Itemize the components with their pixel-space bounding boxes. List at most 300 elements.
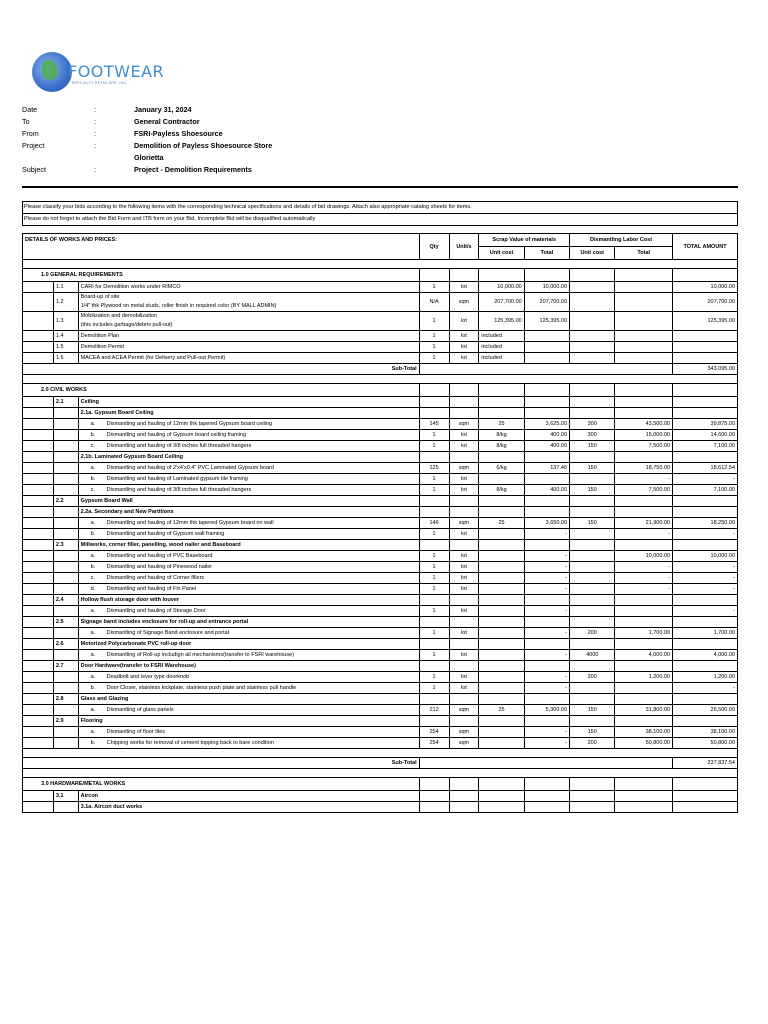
total-amount-cell: -: [673, 584, 738, 595]
table-row: [23, 595, 738, 606]
table-row: [23, 384, 738, 397]
item-number: 1.5: [53, 342, 78, 353]
table-cell: [479, 778, 524, 791]
table-row: [23, 463, 738, 474]
memo-header-row: [22, 152, 272, 164]
group-heading: Signage band includes enclosure for roll-up and entrance portal: [78, 617, 419, 628]
table-cell: [23, 683, 54, 694]
table-cell: [673, 694, 738, 705]
qty-cell: 146: [419, 518, 449, 529]
unit-cell: lot: [449, 485, 479, 496]
table-row: [23, 507, 738, 518]
unit-cell: sqm: [449, 705, 479, 716]
qty-cell: 1: [419, 650, 449, 661]
total-amount-cell: 50,800.00: [673, 738, 738, 749]
table-cell: [23, 694, 54, 705]
table-cell: [479, 802, 524, 813]
item-description: [78, 485, 419, 496]
table-cell: [479, 661, 524, 672]
table-cell: [23, 485, 54, 496]
table-cell: [570, 791, 615, 802]
item-number: 3.1: [53, 791, 78, 802]
table-row: [23, 293, 738, 312]
item-number: 2.4: [53, 595, 78, 606]
table-cell: [53, 573, 78, 584]
table-row: [23, 540, 738, 551]
table-cell: [570, 397, 615, 408]
table-cell: [23, 551, 54, 562]
labor-total-cell: -: [615, 573, 673, 584]
qty-cell: 1: [419, 331, 449, 342]
item-description-text: Dismantling and hauling of 2'x4'x0.4" PVC Laminated Gypsum board: [106, 465, 274, 471]
unit-cell: lot: [449, 551, 479, 562]
memo-field-value: Project - Demolition Requirements: [134, 165, 252, 174]
table-cell: [23, 584, 54, 595]
table-cell: [23, 749, 738, 758]
table-cell: [419, 758, 672, 769]
item-description: [78, 628, 419, 639]
memo-field-value: Demolition of Payless Shoesource Store: [134, 141, 273, 150]
item-description-text: Dismantling and hauling of 12mm thk tapered Gypsum board on wall: [106, 520, 274, 526]
table-cell: [570, 802, 615, 813]
item-number: 2.6: [53, 639, 78, 650]
table-cell: [53, 705, 78, 716]
item-description: [78, 584, 419, 595]
qty-cell: 1: [419, 551, 449, 562]
subtotal-label: Sub-Total: [23, 758, 420, 769]
labor-unit-cost-cell: 150: [570, 705, 615, 716]
item-description: [78, 441, 419, 452]
item-description: [78, 727, 419, 738]
table-cell: [524, 507, 569, 518]
qty-cell: N/A: [419, 293, 449, 312]
table-cell: [419, 661, 449, 672]
scrap-unit-cost-cell: [479, 672, 524, 683]
subgroup-heading: 2.1b. Laminated Gypsum Board Ceiling: [78, 452, 419, 463]
table-cell: [53, 802, 78, 813]
table-cell: [53, 584, 78, 595]
labor-unit-cost-cell: [570, 606, 615, 617]
table-cell: [449, 408, 479, 419]
item-letter: c.: [90, 575, 95, 581]
table-cell: [479, 452, 524, 463]
total-amount-cell: [673, 342, 738, 353]
table-cell: [449, 496, 479, 507]
unit-cell: sqm: [449, 419, 479, 430]
table-row: [23, 661, 738, 672]
labor-unit-cost-cell: 150: [570, 727, 615, 738]
item-number: 2.9: [53, 716, 78, 727]
table-row: [23, 758, 738, 769]
table-row: [23, 650, 738, 661]
table-cell: [419, 778, 449, 791]
table-cell: [615, 802, 673, 813]
labor-unit-cost-cell: [570, 683, 615, 694]
table-cell: [479, 496, 524, 507]
table-cell: [615, 639, 673, 650]
table-row: [23, 260, 738, 269]
memo-colon: :: [94, 165, 96, 174]
table-cell: [53, 518, 78, 529]
table-cell: [53, 529, 78, 540]
table-cell: [449, 452, 479, 463]
total-amount-cell: -: [673, 529, 738, 540]
labor-total-cell: [615, 342, 673, 353]
table-row: [23, 485, 738, 496]
item-number: 2.5: [53, 617, 78, 628]
labor-total-cell: [615, 683, 673, 694]
labor-unit-cost-cell: [570, 331, 615, 342]
table-row: [23, 672, 738, 683]
memo-field-label: Subject: [22, 165, 46, 174]
table-row: [23, 441, 738, 452]
header-units: Unit/s: [449, 234, 479, 260]
table-cell: [419, 397, 449, 408]
qty-cell: 1: [419, 485, 449, 496]
table-cell: [23, 282, 54, 293]
table-cell: [615, 595, 673, 606]
labor-total-cell: 4,000.00: [615, 650, 673, 661]
table-cell: [419, 617, 449, 628]
item-description-line: CARI for Demolition works under RIMCO: [80, 283, 181, 290]
table-cell: [524, 397, 569, 408]
labor-total-cell: 18,750.00: [615, 463, 673, 474]
table-cell: [23, 562, 54, 573]
table-cell: [570, 716, 615, 727]
table-cell: [449, 397, 479, 408]
qty-cell: 1: [419, 342, 449, 353]
bid-note: Please do not forget to attach the Bid Form and ITB form on your Bid. Incomplete Bid will be disqualified automatically: [23, 213, 737, 225]
labor-total-cell: 1,200.00: [615, 672, 673, 683]
table-cell: [673, 617, 738, 628]
group-heading: Millworks, corner filler, panelling, wood nailer and Baseboard: [78, 540, 419, 551]
labor-total-cell: 7,500.00: [615, 441, 673, 452]
header-qty: Qty: [419, 234, 449, 260]
table-cell: [479, 639, 524, 650]
labor-total-cell: 7,500.00: [615, 485, 673, 496]
table-row: [23, 694, 738, 705]
table-cell: [53, 441, 78, 452]
table-row: [23, 705, 738, 716]
labor-unit-cost-cell: 200: [570, 672, 615, 683]
labor-total-cell: 21,900.00: [615, 518, 673, 529]
unit-cell: lot: [449, 606, 479, 617]
bid-notes: [22, 201, 738, 226]
scrap-total-cell: [524, 474, 569, 485]
table-cell: [673, 452, 738, 463]
table-cell: [449, 716, 479, 727]
table-cell: [524, 791, 569, 802]
table-row: [23, 769, 738, 778]
table-cell: [570, 496, 615, 507]
unit-cell: lot: [449, 430, 479, 441]
table-row: [23, 738, 738, 749]
table-cell: [23, 353, 54, 364]
qty-cell: 212: [419, 705, 449, 716]
table-row: [23, 584, 738, 595]
table-cell: [570, 384, 615, 397]
item-description: [78, 705, 419, 716]
group-heading: Aircon: [78, 791, 419, 802]
table-cell: [479, 408, 524, 419]
labor-total-cell: [615, 293, 673, 312]
labor-unit-cost-cell: [570, 584, 615, 595]
table-row: [23, 791, 738, 802]
table-cell: [53, 551, 78, 562]
item-description: [78, 353, 419, 364]
labor-total-cell: 10,000.00: [615, 551, 673, 562]
table-row: [23, 408, 738, 419]
total-amount-cell: 10,000.00: [673, 282, 738, 293]
table-cell: [524, 661, 569, 672]
table-cell: [449, 507, 479, 518]
table-row: [23, 269, 738, 282]
table-cell: [673, 496, 738, 507]
table-cell: [53, 606, 78, 617]
scrap-total-cell: -: [524, 562, 569, 573]
labor-unit-cost-cell: [570, 353, 615, 364]
labor-unit-cost-cell: 150: [570, 441, 615, 452]
table-cell: [23, 397, 54, 408]
table-cell: [23, 441, 54, 452]
scrap-unit-cost-cell: included: [479, 353, 524, 364]
table-cell: [53, 650, 78, 661]
table-cell: [524, 778, 569, 791]
item-description: [78, 282, 419, 293]
unit-cell: lot: [449, 441, 479, 452]
table-cell: [53, 507, 78, 518]
table-cell: [524, 269, 569, 282]
table-row: [23, 282, 738, 293]
table-cell: [23, 312, 54, 331]
table-cell: [570, 639, 615, 650]
table-cell: [615, 507, 673, 518]
labor-unit-cost-cell: [570, 573, 615, 584]
item-description: [78, 650, 419, 661]
labor-total-cell: 43,500.00: [615, 419, 673, 430]
memo-colon: :: [94, 129, 96, 138]
table-cell: [615, 694, 673, 705]
table-cell: [615, 540, 673, 551]
table-cell: [419, 507, 449, 518]
logo-tagline: SPECIALTY RETAILERS, INC.: [72, 81, 128, 85]
table-cell: [419, 269, 449, 282]
total-amount-cell: 7,100.00: [673, 485, 738, 496]
table-row: [23, 518, 738, 529]
table-cell: [479, 791, 524, 802]
qty-cell: 1: [419, 628, 449, 639]
table-row: [23, 496, 738, 507]
item-description-text: Dismantling of floor tiles: [106, 729, 166, 735]
memo-field-label: Project: [22, 141, 45, 150]
table-cell: [449, 694, 479, 705]
table-cell: [449, 540, 479, 551]
item-description-line: Board-up of site: [80, 294, 120, 300]
scrap-unit-cost-cell: included: [479, 342, 524, 353]
scrap-unit-cost-cell: 25: [479, 705, 524, 716]
table-cell: [23, 507, 54, 518]
unit-cell: lot: [449, 573, 479, 584]
item-letter: c.: [90, 443, 95, 449]
section-heading: 2.0 CIVIL WORKS: [23, 384, 420, 397]
table-cell: [53, 485, 78, 496]
labor-total-cell: [615, 282, 673, 293]
table-cell: [673, 778, 738, 791]
unit-cell: lot: [449, 672, 479, 683]
table-row: [23, 342, 738, 353]
item-description-line: Demolition Permit: [80, 343, 125, 350]
table-cell: [524, 802, 569, 813]
table-cell: [615, 269, 673, 282]
labor-unit-cost-cell: [570, 312, 615, 331]
item-description-text: Dismantling and hauling of Gypsum board ceiling framing: [106, 432, 247, 438]
table-cell: [23, 573, 54, 584]
item-description-text: Dismantling and hauling of 3/8 inches full threaded hangers: [106, 443, 252, 449]
table-row: [23, 573, 738, 584]
total-amount-cell: 26,500.00: [673, 705, 738, 716]
table-cell: [524, 496, 569, 507]
table-cell: [449, 778, 479, 791]
table-cell: [419, 364, 672, 375]
table-cell: [479, 716, 524, 727]
unit-cell: lot: [449, 282, 479, 293]
labor-total-cell: 1,700.00: [615, 628, 673, 639]
table-cell: [23, 518, 54, 529]
table-cell: [23, 260, 738, 269]
table-cell: [673, 507, 738, 518]
section-heading: 1.0 GENERAL REQUIREMENTS: [23, 269, 420, 282]
qty-cell: 1: [419, 282, 449, 293]
scrap-total-cell: 125,395.00: [524, 312, 569, 331]
item-letter: a.: [90, 608, 96, 614]
scrap-total-cell: -: [524, 738, 569, 749]
total-amount-cell: 7,100.00: [673, 441, 738, 452]
qty-cell: 1: [419, 529, 449, 540]
item-number: 2.7: [53, 661, 78, 672]
scrap-total-cell: 400.00: [524, 485, 569, 496]
table-cell: [23, 617, 54, 628]
memo-field-label: Date: [22, 105, 38, 114]
table-cell: [23, 529, 54, 540]
memo-field-label: From: [22, 129, 39, 138]
memo-field-label: [22, 152, 94, 164]
unit-cell: lot: [449, 683, 479, 694]
table-cell: [23, 672, 54, 683]
unit-cell: lot: [449, 562, 479, 573]
unit-cell: lot: [449, 331, 479, 342]
table-cell: [53, 738, 78, 749]
item-description: [78, 529, 419, 540]
memo-colon: [94, 152, 134, 164]
table-cell: [23, 408, 54, 419]
header-labor-unit-cost: Unit cost: [570, 247, 615, 260]
item-description-text: Chipping works for removal of cement topping back to bare condition: [106, 740, 274, 746]
qty-cell: 1: [419, 683, 449, 694]
unit-cell: lot: [449, 628, 479, 639]
scrap-unit-cost-cell: [479, 738, 524, 749]
scrap-unit-cost-cell: 25: [479, 419, 524, 430]
item-description: [78, 551, 419, 562]
item-description: [78, 683, 419, 694]
memo-header-row: [22, 140, 272, 152]
table-cell: [673, 661, 738, 672]
labor-total-cell: [615, 353, 673, 364]
scrap-unit-cost-cell: included: [479, 331, 524, 342]
table-row: [23, 628, 738, 639]
table-cell: [673, 269, 738, 282]
item-number: 1.1: [53, 282, 78, 293]
scrap-total-cell: 3,625.00: [524, 419, 569, 430]
table-cell: [570, 694, 615, 705]
item-description-line: (this includes garbage/debris pull-out): [80, 322, 173, 328]
scrap-total-cell: [524, 331, 569, 342]
item-description-text: Dismantling and hauling of Corner fillers: [106, 575, 205, 581]
unit-cell: lot: [449, 312, 479, 331]
table-cell: [673, 384, 738, 397]
table-cell: [419, 595, 449, 606]
table-cell: [23, 727, 54, 738]
scrap-unit-cost-cell: 125,395.00: [479, 312, 524, 331]
unit-cell: lot: [449, 474, 479, 485]
unit-cell: lot: [449, 353, 479, 364]
item-letter: a.: [90, 520, 96, 526]
item-description: [78, 293, 419, 312]
table-cell: [570, 778, 615, 791]
table-cell: [53, 452, 78, 463]
table-cell: [23, 540, 54, 551]
total-amount-cell: 10,000.00: [673, 551, 738, 562]
table-cell: [23, 606, 54, 617]
table-cell: [449, 595, 479, 606]
item-letter: a.: [90, 465, 96, 471]
table-cell: [419, 408, 449, 419]
table-cell: [23, 791, 54, 802]
memo-header: [22, 104, 272, 176]
scrap-unit-cost-cell: 25: [479, 518, 524, 529]
total-amount-cell: 18,250.00: [673, 518, 738, 529]
labor-unit-cost-cell: 200: [570, 738, 615, 749]
qty-cell: 1: [419, 430, 449, 441]
table-cell: [53, 562, 78, 573]
scrap-total-cell: 5,300.00: [524, 705, 569, 716]
table-row: [23, 778, 738, 791]
unit-cell: lot: [449, 342, 479, 353]
table-cell: [23, 293, 54, 312]
scrap-unit-cost-cell: 6/kg: [479, 463, 524, 474]
table-cell: [23, 802, 54, 813]
table-cell: [615, 496, 673, 507]
table-cell: [23, 463, 54, 474]
unit-cell: sqm: [449, 293, 479, 312]
memo-colon: :: [94, 141, 96, 150]
item-description: [78, 518, 419, 529]
header-details: DETAILS OF WORKS AND PRICES:: [23, 234, 420, 260]
table-cell: [23, 496, 54, 507]
table-cell: [449, 639, 479, 650]
total-amount-cell: 39,875.00: [673, 419, 738, 430]
total-amount-cell: -: [673, 562, 738, 573]
table-cell: [23, 628, 54, 639]
table-cell: [449, 802, 479, 813]
table-cell: [53, 408, 78, 419]
item-number: 1.2: [53, 293, 78, 312]
scrap-unit-cost-cell: [479, 562, 524, 573]
table-cell: [419, 452, 449, 463]
table-cell: [23, 375, 738, 384]
item-description-line: Mobilization and demobilization: [80, 313, 158, 319]
table-cell: [419, 496, 449, 507]
labor-total-cell: [615, 606, 673, 617]
